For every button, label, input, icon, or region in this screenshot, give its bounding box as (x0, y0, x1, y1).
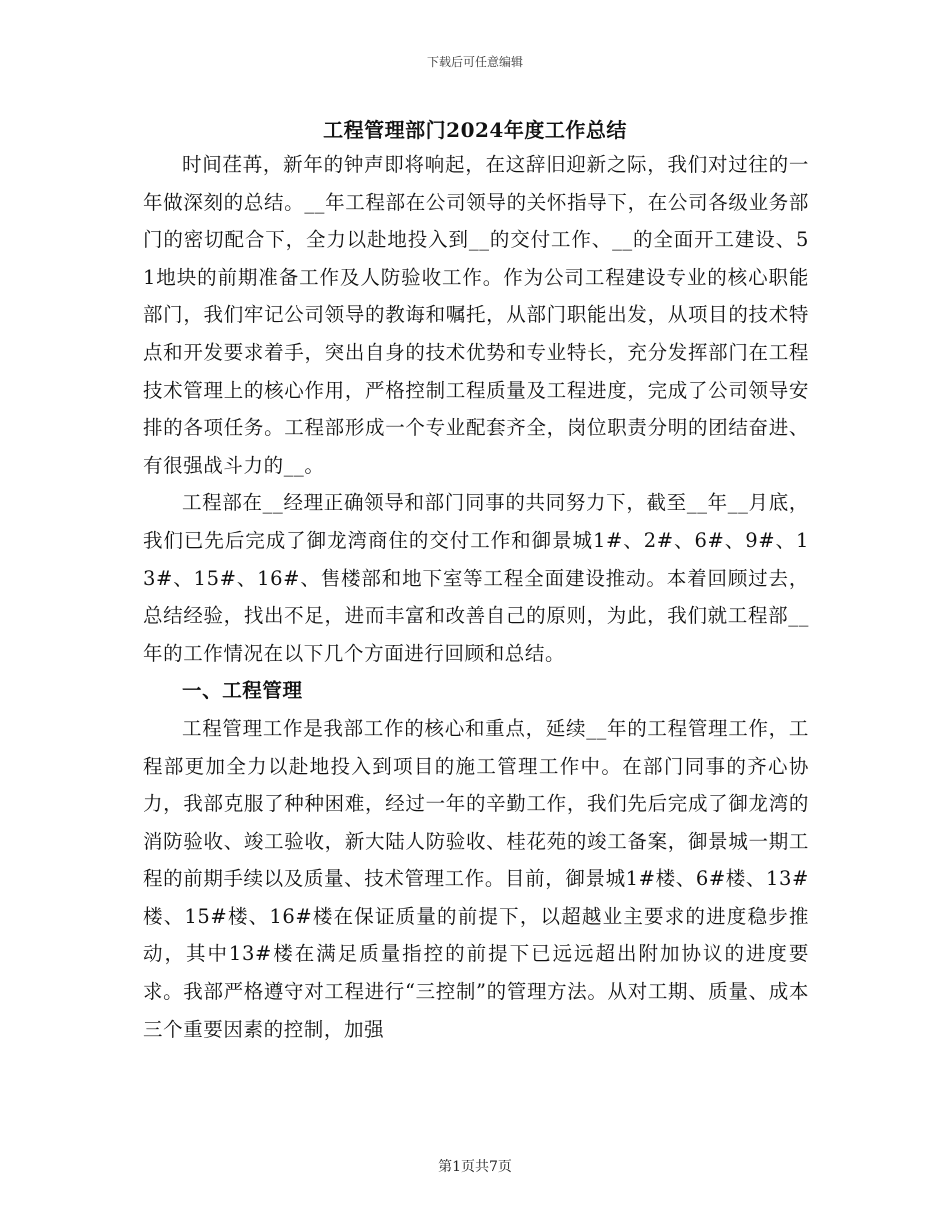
page-number-footer: 第1页共7页 (438, 1159, 512, 1175)
document-body (143, 146, 809, 1048)
header-note: 下载后可任意编辑 (426, 55, 523, 69)
paragraph-engineering-management: 工程管理工作是我部工作的核心和重点，延续__年的工程管理工作，工程部更加全力以赴地投入到项目的施工管理工作中。在部门同事的齐心协力，我部克服了种种困难，经过一年的辛勤工作，我们先后完成了御龙湾的消防验收、竣工验收，新大陆人防验收、桂花苑的竣工备案，御景城一期工程的前期手续以及质量、技术管理工作。目前，御景城1#楼、6#楼、13#楼、15#楼、16#楼在保证质量的前提下，以超越业主要求的进度稳步推动，其中13#楼在满足质量指控的前提下已远远超出附加协议的进度要求。我部严格遵守对工程进行“三控制”的管理方法。从对工期、质量、成本三个重要因素的控制，加强 (143, 716, 809, 1041)
document-title: 工程管理部门2024年度工作总结 (323, 118, 627, 142)
section-heading-engineering-management: 一、工程管理 (182, 679, 303, 703)
paragraph-progress: 工程部在__经理正确领导和部门同事的共同努力下，截至__年__月底，我们已先后完成了御龙湾商住的交付工作和御景城1#、2#、6#、9#、13#、15#、16#、售楼部和地下室等工程全面建设推动。本着回顾过去，总结经验，找出不足，进而丰富和改善自己的原则，为此，我们就工程部__年的工作情况在以下几个方面进行回顾和总结。 (143, 491, 809, 665)
paragraph-intro: 时间荏苒，新年的钟声即将响起，在这辞旧迎新之际，我们对过往的一年做深刻的总结。__年工程部在公司领导的关怀指导下，在公司各级业务部门的密切配合下，全力以赴地投入到__的交付工作、__的全面开工建设、51地块的前期准备工作及人防验收工作。作为公司工程建设专业的核心职能部门，我们牢记公司领导的教诲和嘱托，从部门职能出发，从项目的技术特点和开发要求着手，突出自身的技术优势和专业特长，充分发挥部门在工程技术管理上的核心作用，严格控制工程质量及工程进度，完成了公司领导安排的各项任务。工程部形成一个专业配套齐全，岗位职责分明的团结奋进、有很强战斗力的__。 (143, 153, 809, 477)
